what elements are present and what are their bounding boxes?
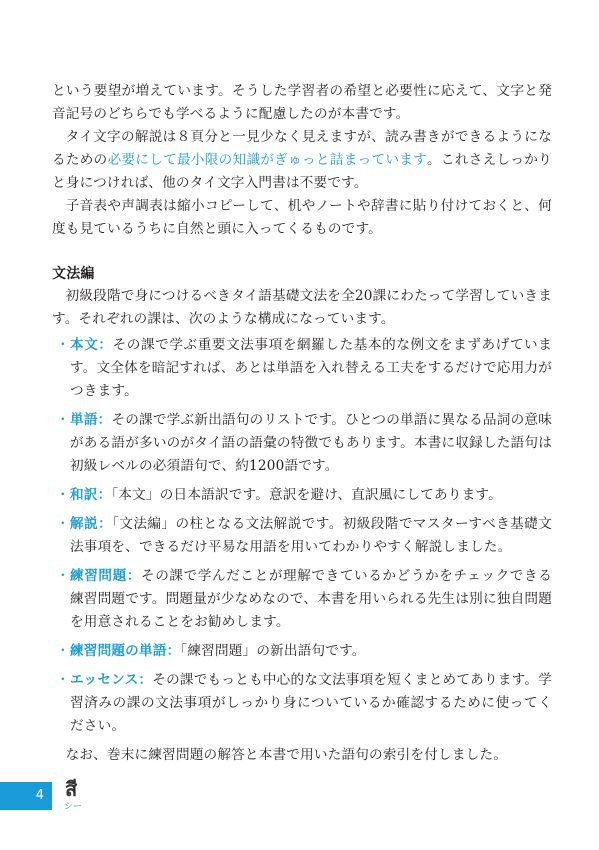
item-term: 本文	[70, 337, 99, 353]
page-number-tab: 4	[0, 782, 52, 810]
item-term: 練習問題の単語	[70, 643, 167, 659]
item-separator: ：	[97, 487, 112, 503]
item-term: エッセンス	[70, 672, 139, 688]
bullet-icon: ・	[56, 412, 70, 428]
intro-paragraph-1: という要望が増えています。そうした学習者の希望と必要性に応えて、文字と発音記号のどちらでも学べるように配慮したのが本書です。	[52, 83, 552, 122]
item-separator: ：	[166, 643, 181, 659]
item-description: 「練習問題」の新出語句です。	[180, 643, 366, 659]
list-item	[52, 409, 552, 478]
item-description: その課で学ぶ新出語句のリストです。ひとつの単語に異なる品詞の意味がある語が多いのがタイ語の語彙の特徴でもあります。本書に収録した語句は初級レベルの必須語句で、約1200語です。	[70, 412, 553, 474]
page-body	[52, 80, 552, 767]
bullet-icon: ・	[56, 337, 70, 353]
item-separator: ：	[97, 412, 112, 428]
bullet-icon: ・	[56, 516, 70, 532]
intro-paragraph-2	[52, 126, 552, 195]
item-term: 練習問題	[70, 568, 127, 584]
item-separator: ：	[138, 672, 153, 688]
bullet-icon: ・	[56, 487, 70, 503]
item-description: その課で学ぶ重要文法事項を網羅した基本的な例文をまずあげています。文全体を暗記すれば、あとは単語を入れ替える工夫をするだけで応用力がつきます。	[70, 337, 553, 399]
item-separator: ：	[98, 337, 113, 353]
structure-list	[52, 334, 552, 738]
item-term: 解説	[70, 516, 99, 532]
intro-p2-before: タイ文字の解説は８頁分と一見少なく見えますが、読み書きができるようになるための	[52, 129, 552, 168]
closing-paragraph: なお、巻末に練習問題の解答と本書で用いた語句の索引を付しました。	[65, 747, 507, 763]
item-term: 単語	[70, 412, 98, 428]
item-term: 和訳	[70, 487, 98, 503]
list-item	[52, 669, 552, 738]
item-description: その課で学んだことが理解できているかどうかをチェックできる練習問題です。問題量が少なめなので、本書を用いられる先生は別に独自問題を用意されることをお勧めします。	[70, 568, 552, 630]
item-separator: ：	[98, 516, 113, 532]
list-item	[52, 565, 552, 634]
bullet-icon: ・	[56, 643, 70, 659]
intro-p2-after: 。これさえしっかりと身につければ、他のタイ文字入門書は不要です。	[52, 152, 552, 191]
section-heading: 文法編	[52, 266, 95, 282]
list-item	[52, 484, 552, 507]
intro-paragraph-3: 子音表や声調表は縮小コピーして、机やノートや辞書に貼り付けておくと、何度も見ているうちに自然と頭に入ってくるものです。	[52, 198, 552, 237]
thai-letter-reading: シー	[64, 802, 83, 812]
item-separator: ：	[126, 568, 142, 584]
item-description: 「本文」の日本語訳です。意訳を避け、直訳風にしてあります。	[111, 487, 502, 503]
item-description: その課でもっとも中心的な文法事項を短くまとめてあります。学習済みの課の文法事項がしっかり身についているか確認するために使ってください。	[70, 672, 552, 734]
thai-letter: สี	[65, 777, 78, 801]
highlighted-phrase: 必要にして最小限の知識がぎゅっと詰まっています	[107, 152, 428, 168]
bullet-icon: ・	[56, 568, 70, 584]
list-item	[52, 640, 552, 663]
grammar-intro-paragraph: 初級段階で身につけるべきタイ語基礎文法を全20課にわたって学習していきます。それぞれの課は、次のような構成になっています。	[52, 288, 552, 327]
list-item	[52, 513, 552, 559]
bullet-icon: ・	[56, 672, 70, 688]
list-item	[52, 334, 552, 403]
item-description: 「文法編」の柱となる文法解説です。初級段階でマスターすべき基礎文法事項を、できるだけ平易な用語を用いてわかりやすく解説しました。	[70, 516, 552, 555]
